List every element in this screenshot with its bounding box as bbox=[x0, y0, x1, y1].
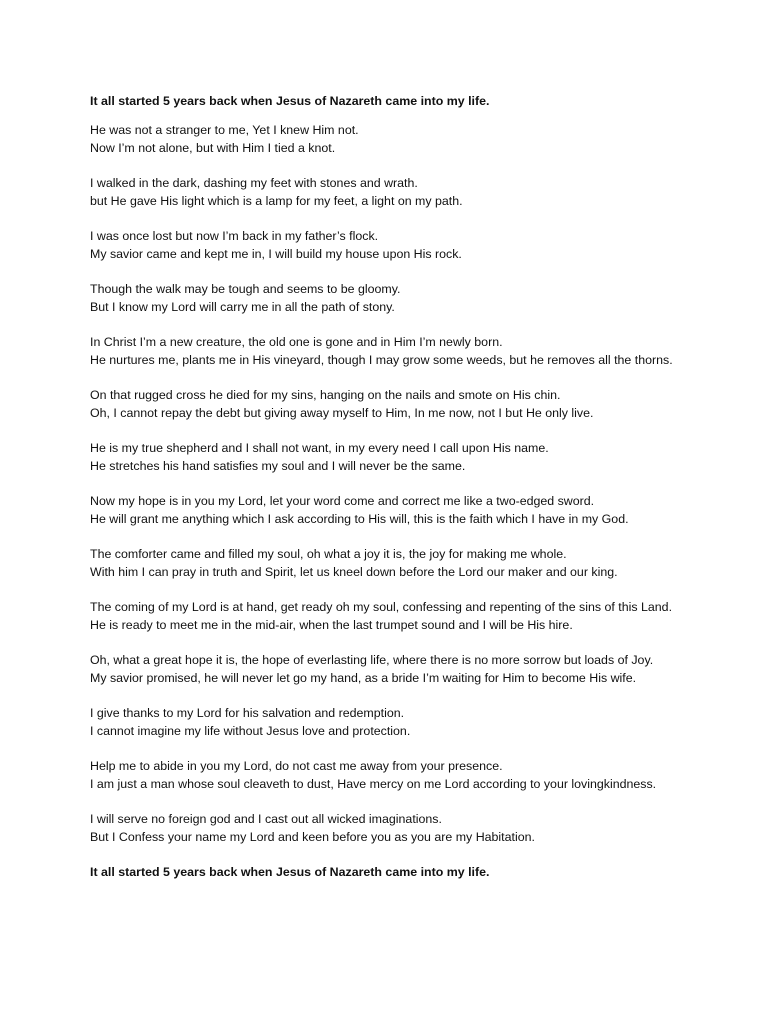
stanza-line: Oh, I cannot repay the debt but giving away myself to Him, In me now, not I but He only live. bbox=[90, 406, 594, 420]
stanza-line: But I know my Lord will carry me in all the path of stony. bbox=[90, 300, 395, 314]
stanza-line: On that rugged cross he died for my sins, hanging on the nails and smote on His chin. bbox=[90, 388, 561, 402]
stanza-line: In Christ I’m a new creature, the old one is gone and in Him I’m newly born. bbox=[90, 335, 503, 349]
stanza-line: I cannot imagine my life without Jesus love and protection. bbox=[90, 724, 411, 738]
stanza-line: Help me to abide in you my Lord, do not cast me away from your presence. bbox=[90, 759, 503, 773]
stanza-line: He is ready to meet me in the mid-air, when the last trumpet sound and I will be His hire. bbox=[90, 618, 573, 632]
stanza-line: He will grant me anything which I ask according to His will, this is the faith which I have in my God. bbox=[90, 512, 629, 526]
poem-title: It all started 5 years back when Jesus of Nazareth came into my life. bbox=[90, 94, 490, 108]
stanza-line: With him I can pray in truth and Spirit, let us kneel down before the Lord our maker and our king. bbox=[90, 565, 618, 579]
stanza-3 bbox=[90, 227, 768, 263]
stanza-line: He is my true shepherd and I shall not want, in my every need I call upon His name. bbox=[90, 441, 549, 455]
stanza-line: But I Confess your name my Lord and keen before you as you are my Habitation. bbox=[90, 830, 535, 844]
stanza-line: I give thanks to my Lord for his salvation and redemption. bbox=[90, 706, 405, 720]
stanza-14 bbox=[90, 810, 768, 846]
stanza-13 bbox=[90, 757, 768, 793]
stanza-line: My savior came and kept me in, I will build my house upon His rock. bbox=[90, 247, 462, 261]
stanza-11 bbox=[90, 651, 768, 687]
stanza-line: The coming of my Lord is at hand, get ready oh my soul, confessing and repenting of the sins of this Land. bbox=[90, 600, 673, 614]
stanza-line: but He gave His light which is a lamp for my feet, a light on my path. bbox=[90, 194, 463, 208]
stanza-line: He stretches his hand satisfies my soul and I will never be the same. bbox=[90, 459, 466, 473]
stanza-1 bbox=[90, 121, 768, 157]
stanza-line: I walked in the dark, dashing my feet with stones and wrath. bbox=[90, 176, 418, 190]
stanza-line: I am just a man whose soul cleaveth to dust, Have mercy on me Lord according to your lovingkindness. bbox=[90, 777, 657, 791]
stanza-line: Now my hope is in you my Lord, let your word come and correct me like a two-edged sword. bbox=[90, 494, 595, 508]
stanza-4 bbox=[90, 280, 768, 316]
stanza-line: Now I’m not alone, but with Him I tied a knot. bbox=[90, 141, 336, 155]
stanza-line: My savior promised, he will never let go my hand, as a bride I’m waiting for Him to become His wife. bbox=[90, 671, 637, 685]
stanza-9 bbox=[90, 545, 768, 581]
stanza-line: Oh, what a great hope it is, the hope of everlasting life, where there is no more sorrow but loads of Joy. bbox=[90, 653, 654, 667]
stanza-line: He nurtures me, plants me in His vineyard, though I may grow some weeds, but he removes all the thorns. bbox=[90, 353, 673, 367]
stanza-line: I will serve no foreign god and I cast out all wicked imaginations. bbox=[90, 812, 442, 826]
poem-closing-line: It all started 5 years back when Jesus of Nazareth came into my life. bbox=[90, 865, 490, 879]
poem-body bbox=[90, 121, 768, 846]
stanza-12 bbox=[90, 704, 768, 740]
stanza-line: Though the walk may be tough and seems to be gloomy. bbox=[90, 282, 401, 296]
stanza-6 bbox=[90, 386, 768, 422]
stanza-line: I was once lost but now I’m back in my father’s flock. bbox=[90, 229, 379, 243]
stanza-7 bbox=[90, 439, 768, 475]
stanza-8 bbox=[90, 492, 768, 528]
stanza-line: The comforter came and filled my soul, oh what a joy it is, the joy for making me whole. bbox=[90, 547, 567, 561]
stanza-2 bbox=[90, 174, 768, 210]
stanza-10 bbox=[90, 598, 768, 634]
stanza-5 bbox=[90, 333, 768, 369]
stanza-line: He was not a stranger to me, Yet I knew Him not. bbox=[90, 123, 359, 137]
